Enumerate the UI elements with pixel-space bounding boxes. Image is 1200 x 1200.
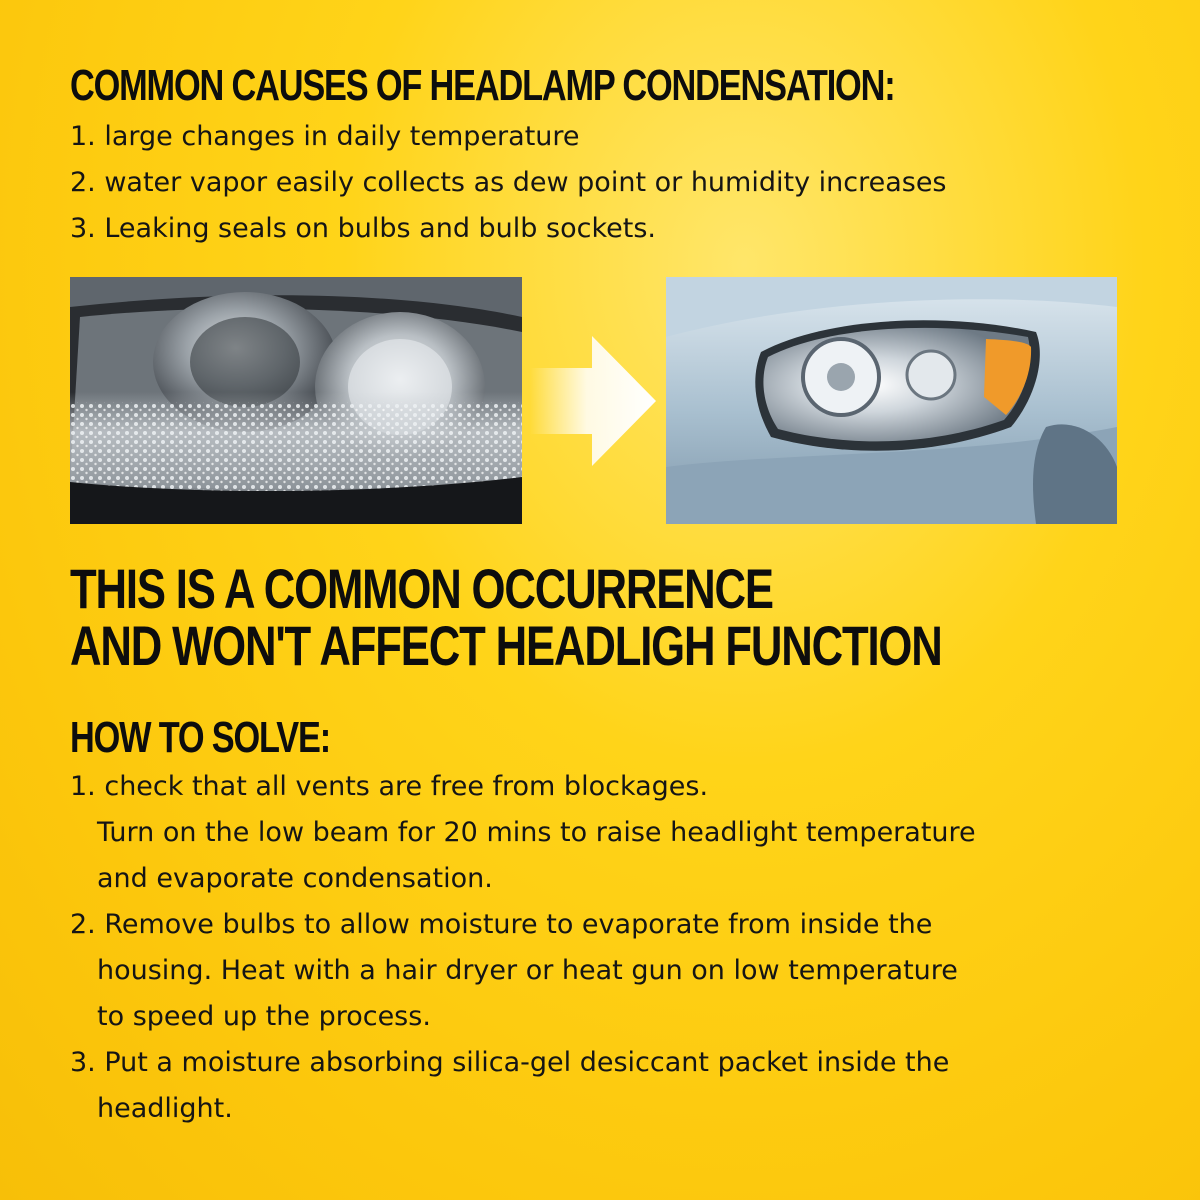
causes-heading: COMMON CAUSES OF HEADLAMP CONDENSATION:	[70, 61, 895, 110]
fogged-headlamp-photo	[70, 277, 522, 524]
solve-item: 1. check that all vents are free from blockages.	[70, 771, 709, 802]
cause-item: 3. Leaking seals on bulbs and bulb sockets.	[70, 213, 656, 244]
statement-line: THIS IS A COMMON OCCURRENCE	[70, 557, 773, 620]
solve-list	[70, 764, 976, 1132]
solve-item-continuation: to speed up the process.	[97, 1001, 431, 1032]
solve-item-continuation: Turn on the low beam for 20 mins to raise headlight temperature	[97, 817, 976, 848]
clear-headlamp-photo	[666, 277, 1117, 524]
cause-item: 2. water vapor easily collects as dew point or humidity increases	[70, 167, 947, 198]
solve-item-continuation: and evaporate condensation.	[97, 863, 493, 894]
solve-item-continuation: headlight.	[97, 1093, 233, 1124]
solve-heading: HOW TO SOLVE:	[70, 713, 330, 762]
statement-line: AND WON'T AFFECT HEADLIGH FUNCTION	[70, 614, 942, 677]
solve-item: 2. Remove bulbs to allow moisture to evaporate from inside the	[70, 909, 933, 940]
solve-item-continuation: housing. Heat with a hair dryer or heat gun on low temperature	[97, 955, 958, 986]
occurrence-statement	[70, 557, 942, 677]
right-arrow-icon	[530, 336, 658, 466]
cause-item: 1. large changes in daily temperature	[70, 121, 580, 152]
causes-list	[70, 114, 947, 252]
solve-item: 3. Put a moisture absorbing silica-gel desiccant packet inside the	[70, 1047, 950, 1078]
